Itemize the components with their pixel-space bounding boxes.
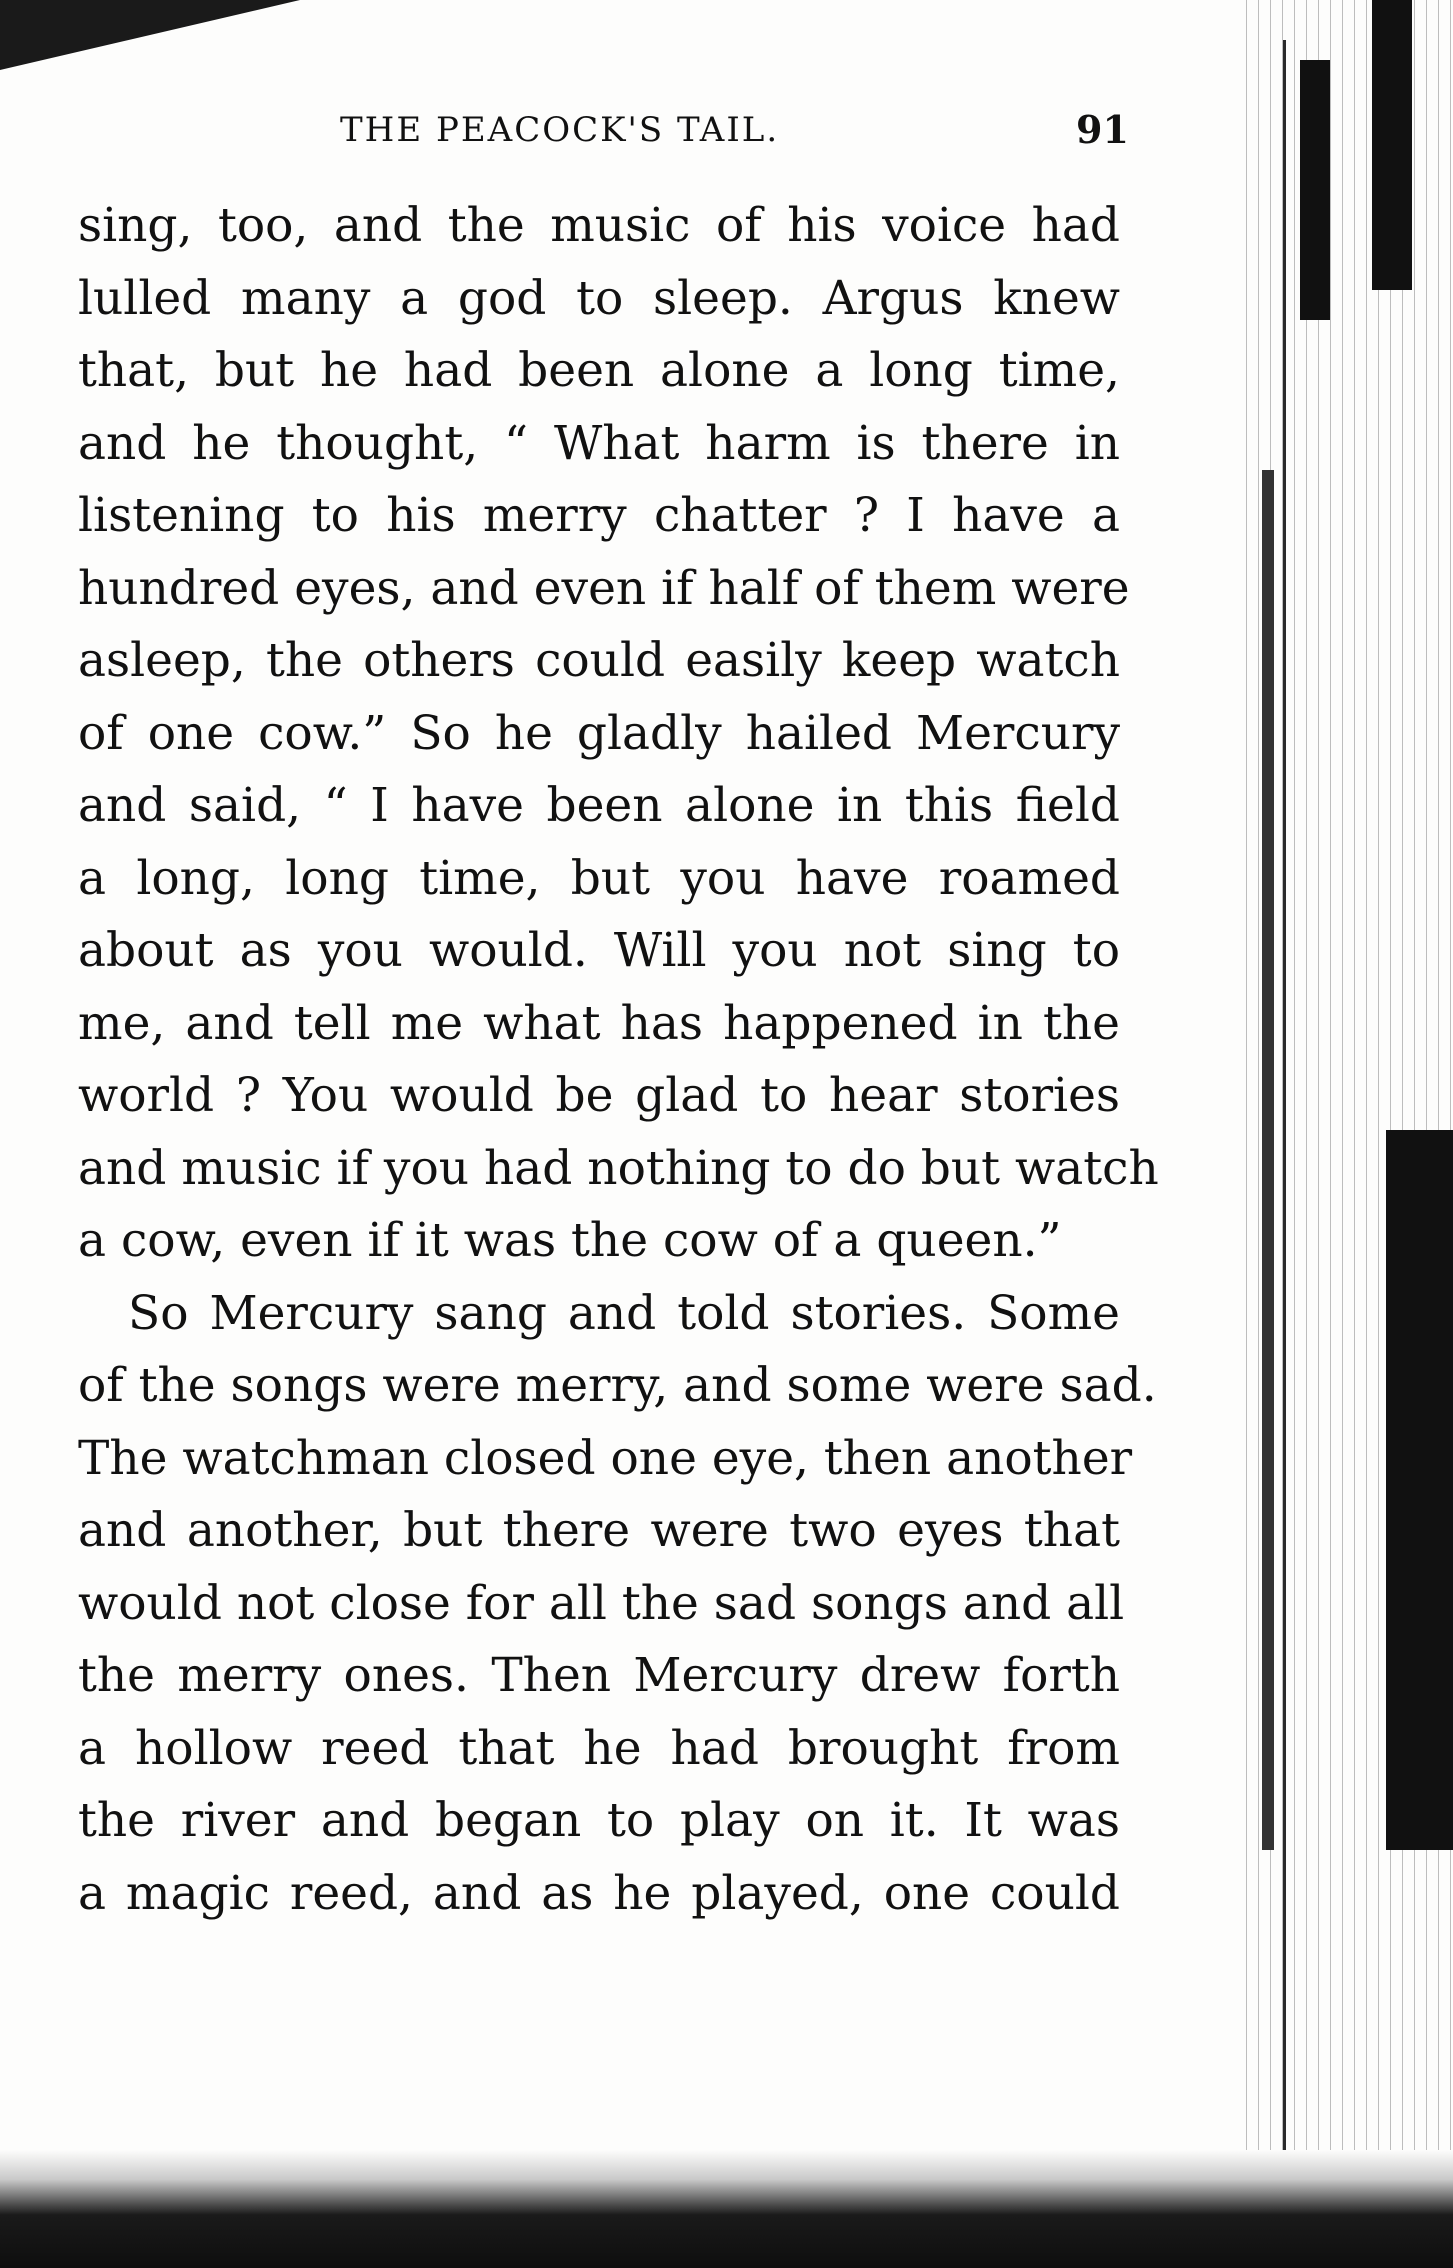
text-line: of the songs were merry, and some were sad. bbox=[78, 1358, 1157, 1413]
spine-shadow-top bbox=[1300, 60, 1330, 320]
scan-edge-top bbox=[0, 0, 300, 70]
text-line: that, but he had been alone a long time, bbox=[78, 343, 1120, 398]
text-line: lulled many a god to sleep. Argus knew bbox=[78, 270, 1120, 326]
text-line: world ? You would be glad to hear stories bbox=[78, 1068, 1120, 1123]
running-header bbox=[0, 100, 1453, 160]
text-line: sing, too, and the music of his voice had bbox=[78, 198, 1120, 253]
text-line: listening to his merry chatter ? I have a bbox=[78, 488, 1120, 543]
text-line: and music if you had nothing to do but watch bbox=[78, 1140, 1159, 1196]
text-line: So Mercury sang and told stories. Some bbox=[128, 1285, 1120, 1341]
text-line: The watchman closed one eye, then another bbox=[78, 1430, 1133, 1486]
text-line: a cow, even if it was the cow of a queen.” bbox=[78, 1213, 1062, 1268]
text-line: a long, long time, but you have roamed bbox=[78, 850, 1120, 906]
text-line: hundred eyes, and even if half of them were bbox=[78, 560, 1130, 616]
text-line: of one cow.” So he gladly hailed Mercury bbox=[78, 705, 1120, 761]
paragraph bbox=[78, 190, 1159, 1278]
spine-gutter-line bbox=[1283, 40, 1286, 2160]
text-line: and said, “ I have been alone in this field bbox=[78, 778, 1120, 833]
text-line: asleep, the others could easily keep watch bbox=[78, 633, 1120, 688]
text-line: a hollow reed that he had brought from bbox=[78, 1720, 1120, 1776]
text-line: the river and began to play on it. It was bbox=[78, 1793, 1120, 1848]
spine-shadow-long bbox=[1262, 470, 1274, 1850]
scan-edge-bottom bbox=[0, 2150, 1453, 2268]
text-line: and another, but there were two eyes that bbox=[78, 1503, 1120, 1558]
body-text bbox=[78, 190, 1159, 1930]
paragraph bbox=[78, 1278, 1157, 1931]
text-line: and he thought, “ What harm is there in bbox=[78, 415, 1120, 471]
spine-shadow-middle bbox=[1386, 1130, 1453, 1850]
text-line: the merry ones. Then Mercury drew forth bbox=[78, 1648, 1120, 1703]
text-line: me, and tell me what has happened in the bbox=[78, 995, 1120, 1051]
page-number: 91 bbox=[1076, 107, 1129, 152]
text-line: a magic reed, and as he played, one could bbox=[78, 1865, 1120, 1921]
text-line: would not close for all the sad songs and all bbox=[78, 1575, 1125, 1631]
text-line: about as you would. Will you not sing to bbox=[78, 923, 1120, 978]
running-title: THE PEACOCK'S TAIL. bbox=[340, 110, 780, 150]
